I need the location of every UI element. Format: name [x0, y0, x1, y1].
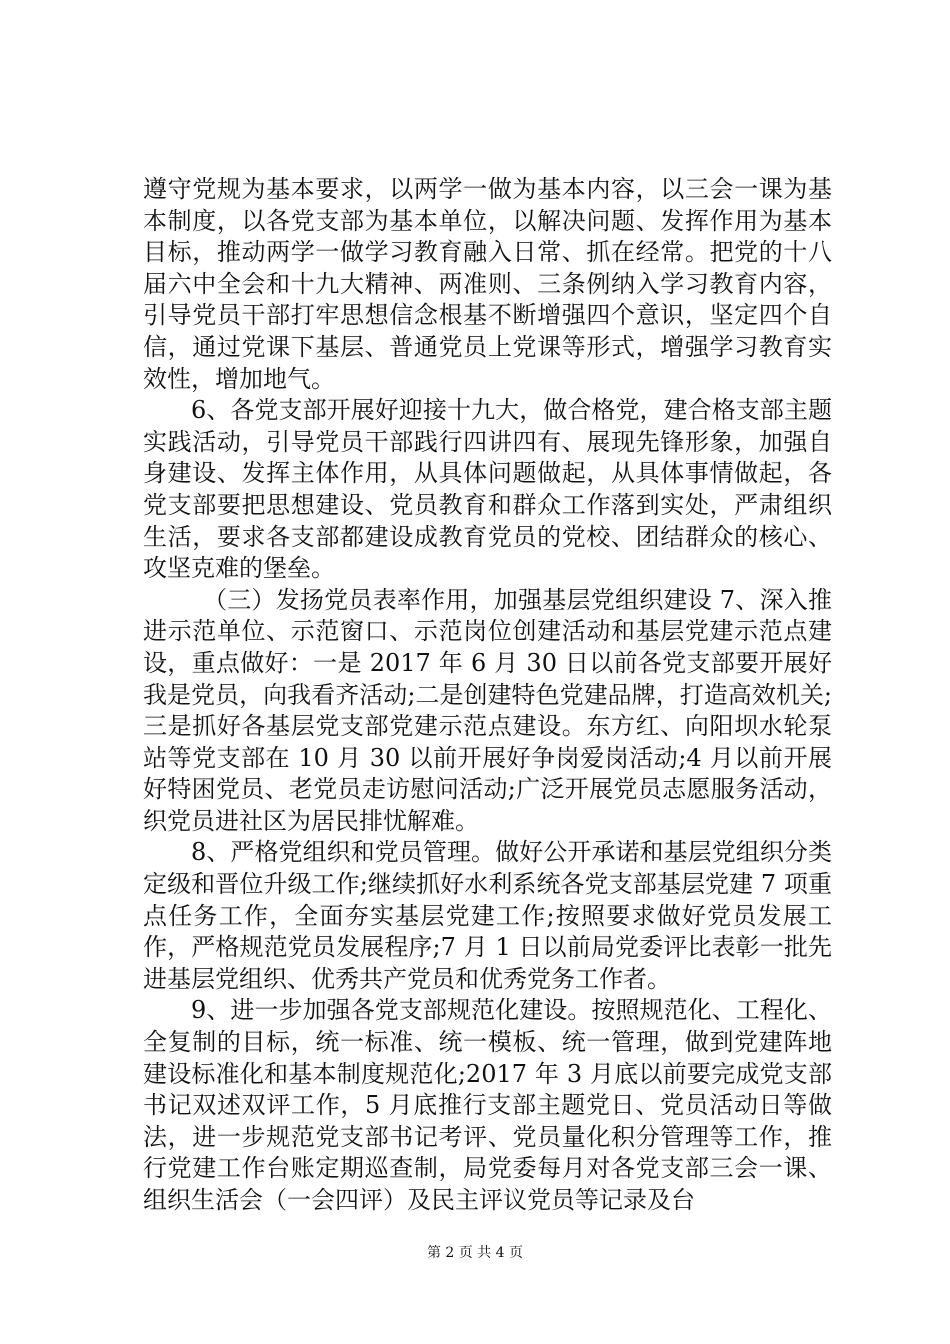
page-footer: 第 2 页 共 4 页 — [426, 1245, 524, 1261]
paragraph-continuation: 遵守党规为基本要求，以两学一做为基本内容，以三会一课为基本制度，以各党支部为基本单位，以解决问题、发挥作用为基本目标，推动两学一做学习教育融入日常、抓在经常。把党的十八届六中全会和十九大精神、两准则、三条例纳入学习教育内容，引导党员干部打牢思想信念根基不断增强四个意识，坚定四个自信，通过党课下基层、普通党员上党课等形式，增强学习教育实效性，增加地气。 — [143, 175, 832, 393]
paragraph-item-8: 8、严格党组织和党员管理。做好公开承诺和基层党组织分类定级和晋位升级工作;继续抓好水利系统各党支部基层党建 7 项重点任务工作，全面夯实基层党建工作;按照要求做好党员发展工作，严格规范党员发展程序;7 月 1 日以前局党委评比表彰一批先进基层党组织、优秀共产党员和优秀党务工作者。 — [143, 838, 832, 993]
paragraph-section-3-item-7: （三）发扬党员表率作用，加强基层党组织建设 7、深入推进示范单位、示范窗口、示范岗位创建活动和基层党建示范点建设，重点做好：一是 2017 年 6 月 30 日以前各党支部要开展好我是党员，向我看齐活动;二是创建特色党建品牌，打造高效机关;三是抓好各基层党支部党建示范点建设。东方红、向阳坝水轮泵站等党支部在 10 月 30 以前开展好争岗爱岗活动;4 月以前开展好特困党员、老党员走访慰问活动;广泛开展党员志愿服务活动，织党员进社区为居民排忧解难。 — [143, 585, 832, 835]
document-body — [143, 174, 832, 1217]
paragraph-item-6: 6、各党支部开展好迎接十九大，做合格党，建合格支部主题实践活动，引导党员干部践行四讲四有、展现先锋形象，加强自身建设、发挥主体作用，从具体问题做起，从具体事情做起，各党支部要把思想建设、党员教育和群众工作落到实处，严肃组织生活，要求各支部都建设成教育党员的党校、团结群众的核心、攻坚克难的堡垒。 — [143, 396, 832, 583]
paragraph-item-9: 9、进一步加强各党支部规范化建设。按照规范化、工程化、全复制的目标，统一标准、统一模板、统一管理，做到党建阵地建设标准化和基本制度规范化;2017 年 3 月底以前要完成党支部书记双述双评工作，5 月底推行支部主题党日、党员活动日等做法，进一步规范党支部书记考评、党员量化积分管理等工作，推行党建工作台账定期巡查制，局党委每月对各党支部三会一课、组织生活会（一会四评）及民主评议党员等记录及台 — [143, 996, 832, 1214]
